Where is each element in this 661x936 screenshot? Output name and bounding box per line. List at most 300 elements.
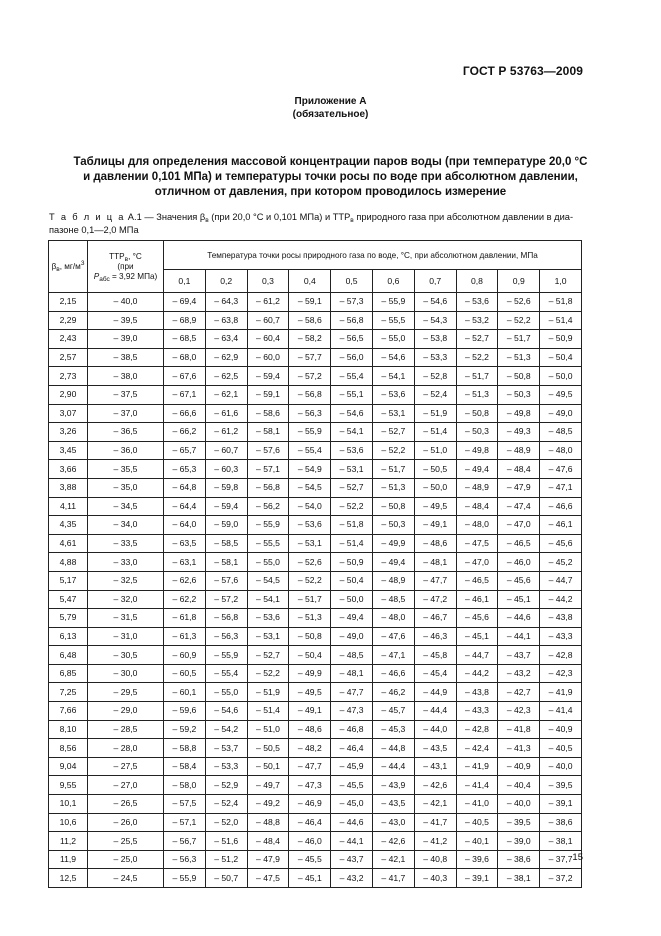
dew-point-cell: – 45,6 [456,609,498,628]
dew-point-cell: – 46,1 [456,590,498,609]
dew-point-cell: – 54,6 [331,404,373,423]
dew-point-cell: – 52,4 [414,385,456,404]
table-row [49,609,582,628]
beta-cell: 2,43 [49,330,88,349]
dew-point-cell: – 51,0 [247,720,289,739]
dew-point-cell: – 60,7 [205,441,247,460]
dew-point-cell: – 52,4 [205,795,247,814]
pressure-value: = 3,92 МПа) [109,271,158,281]
dew-point-cell: – 55,9 [247,516,289,535]
beta-cell: 9,04 [49,757,88,776]
ttr-cell: – 33,0 [88,553,164,572]
table-row [49,702,582,721]
dew-point-cell: – 62,2 [164,590,206,609]
beta-cell: 2,15 [49,293,88,312]
dew-point-cell: – 46,6 [540,497,582,516]
dew-point-cell: – 54,1 [372,367,414,386]
dew-point-cell: – 49,9 [289,664,331,683]
dew-point-cell: – 49,3 [498,423,540,442]
dew-point-cell: – 64,4 [164,497,206,516]
dew-point-cell: – 49,2 [247,795,289,814]
dew-point-cell: – 60,0 [247,348,289,367]
dew-point-cell: – 42,4 [456,739,498,758]
dew-point-cell: – 56,3 [164,850,206,869]
pressure-header-cell: 0,5 [331,270,373,293]
dew-point-cell: – 51,4 [540,311,582,330]
dew-point-cell: – 43,8 [456,683,498,702]
dew-point-cell: – 52,2 [331,497,373,516]
dew-point-cell: – 56,2 [247,497,289,516]
beta-cell: 6,85 [49,664,88,683]
dew-point-cell: – 44,1 [498,627,540,646]
pressure-header-cell: 0,2 [205,270,247,293]
dew-point-cell: – 51,4 [247,702,289,721]
beta-cell: 11,9 [49,850,88,869]
dew-point-cell: – 48,1 [414,553,456,572]
dew-point-cell: – 42,7 [498,683,540,702]
table-row [49,367,582,386]
dew-point-cell: – 51,3 [498,348,540,367]
dew-point-cell: – 56,0 [331,348,373,367]
dew-point-cell: – 44,0 [414,720,456,739]
dew-point-cell: – 48,6 [414,534,456,553]
beta-symbol: β [199,212,206,222]
dew-point-cell: – 42,6 [414,776,456,795]
dew-point-cell: – 54,1 [331,423,373,442]
dew-point-cell: – 39,1 [456,869,498,888]
dew-point-cell: – 53,7 [205,739,247,758]
dew-point-cell: – 49,4 [456,460,498,479]
dew-point-cell: – 51,7 [372,460,414,479]
dew-point-cell: – 40,0 [540,757,582,776]
dew-point-cell: – 46,4 [331,739,373,758]
beta-unit: , мг/м [59,262,81,271]
ttr-subscript: в [124,255,129,263]
dew-point-cell: – 52,9 [205,776,247,795]
beta-cell: 8,56 [49,739,88,758]
table-row [49,720,582,739]
dew-point-cell: – 63,4 [205,330,247,349]
ttr-cell: – 25,0 [88,850,164,869]
dew-point-cell: – 43,8 [540,609,582,628]
dew-point-cell: – 49,5 [289,683,331,702]
dew-point-cell: – 38,1 [540,832,582,851]
dew-point-cell: – 50,8 [498,367,540,386]
table-row [49,516,582,535]
beta-cell: 4,11 [49,497,88,516]
dew-point-cell: – 48,5 [331,646,373,665]
table-row [49,832,582,851]
dew-point-cell: – 47,0 [498,516,540,535]
pressure-header-cell: 0,3 [247,270,289,293]
dew-point-cell: – 55,0 [372,330,414,349]
dew-point-cell: – 43,1 [414,757,456,776]
dew-point-cell: – 45,3 [372,720,414,739]
dew-point-cell: – 44,7 [456,646,498,665]
dew-point-cell: – 45,0 [331,795,373,814]
dew-point-cell: – 45,6 [498,571,540,590]
dew-point-cell: – 60,5 [164,664,206,683]
dew-point-cell: – 40,9 [540,720,582,739]
beta-subscript: в [205,217,209,224]
table-row [49,869,582,888]
dew-point-cell: – 48,4 [456,497,498,516]
dew-point-cell: – 63,8 [205,311,247,330]
ttr-cell: – 27,0 [88,776,164,795]
dew-point-cell: – 43,9 [372,776,414,795]
ttr-cell: – 25,5 [88,832,164,851]
dew-point-cell: – 40,5 [456,813,498,832]
dew-point-cell: – 50,8 [456,404,498,423]
dew-point-cell: – 46,9 [289,795,331,814]
dew-point-cell: – 52,2 [372,441,414,460]
dew-point-cell: – 54,3 [414,311,456,330]
pressure-header-cell: 1,0 [540,270,582,293]
dew-point-cell: – 60,7 [247,311,289,330]
ttr-cell: – 31,5 [88,609,164,628]
dew-point-cell: – 69,4 [164,293,206,312]
beta-cell: 4,88 [49,553,88,572]
ttr-cell: – 36,0 [88,441,164,460]
appendix-heading [0,95,661,121]
dew-point-cell: – 54,1 [247,590,289,609]
dew-point-cell: – 50,3 [456,423,498,442]
dew-point-cell: – 53,2 [456,311,498,330]
dew-point-cell: – 57,2 [289,367,331,386]
dew-point-cell: – 58,1 [247,423,289,442]
beta-cell: 3,88 [49,478,88,497]
table-body [49,293,582,888]
dew-point-cell: – 41,7 [372,869,414,888]
table-row [49,664,582,683]
dew-point-cell: – 66,6 [164,404,206,423]
dew-point-cell: – 47,9 [247,850,289,869]
dew-point-cell: – 47,2 [414,590,456,609]
dew-point-cell: – 39,5 [498,813,540,832]
dew-point-cell: – 56,3 [289,404,331,423]
beta-cell: 2,57 [49,348,88,367]
dew-point-cell: – 44,6 [498,609,540,628]
dew-point-cell: – 55,0 [247,553,289,572]
dew-point-cell: – 48,5 [540,423,582,442]
dew-point-cell: – 51,7 [498,330,540,349]
ttr-header-line: (при [117,261,134,271]
dew-point-table [48,240,582,888]
beta-symbol: β [51,262,57,271]
dew-point-cell: – 51,9 [414,404,456,423]
dew-point-cell: – 38,6 [498,850,540,869]
dew-point-cell: – 60,9 [164,646,206,665]
dew-point-cell: – 39,5 [540,776,582,795]
dew-point-cell: – 40,5 [540,739,582,758]
table-header [49,241,582,293]
ttr-label: ТТР [109,251,125,261]
dew-point-cell: – 46,7 [414,609,456,628]
dew-point-cell: – 60,4 [247,330,289,349]
dew-point-cell: – 61,6 [205,404,247,423]
dew-point-cell: – 46,5 [498,534,540,553]
dew-point-cell: – 44,8 [372,739,414,758]
dew-point-cell: – 41,2 [414,832,456,851]
dew-point-cell: – 43,5 [414,739,456,758]
dew-point-cell: – 51,3 [372,478,414,497]
caption-text: (при 20,0 °С и 0,101 МПа) и ТТР [208,212,351,222]
dew-point-cell: – 41,7 [414,813,456,832]
dew-point-cell: – 63,5 [164,534,206,553]
dew-point-cell: – 57,6 [205,571,247,590]
ttr-cell: – 24,5 [88,869,164,888]
ttr-header-line [88,252,163,262]
dew-point-cell: – 54,2 [205,720,247,739]
ttr-cell: – 34,0 [88,516,164,535]
dew-point-cell: – 51,7 [289,590,331,609]
dew-point-cell: – 48,2 [289,739,331,758]
beta-cell: 2,73 [49,367,88,386]
dew-point-cell: – 60,3 [205,460,247,479]
table-label: Т а б л и ц а [49,212,126,222]
ttr-cell: – 29,5 [88,683,164,702]
dew-point-cell: – 56,8 [205,609,247,628]
beta-cell: 3,26 [49,423,88,442]
dew-point-cell: – 57,7 [289,348,331,367]
beta-cell: 3,66 [49,460,88,479]
dew-point-cell: – 40,8 [414,850,456,869]
table-row [49,497,582,516]
dew-point-cell: – 55,9 [289,423,331,442]
table-row [49,441,582,460]
pressure-header-cell: 0,9 [498,270,540,293]
table-row [49,776,582,795]
dew-point-cell: – 45,1 [498,590,540,609]
dew-point-cell: – 59,6 [164,702,206,721]
dew-point-cell: – 62,1 [205,385,247,404]
table-row [49,683,582,702]
dew-point-cell: – 43,2 [498,664,540,683]
dew-point-cell: – 48,5 [372,590,414,609]
section-title-line: отличном от давления, при котором проводилось измерение [154,186,507,198]
dew-point-cell: – 51,4 [331,534,373,553]
dew-point-cell: – 57,1 [164,813,206,832]
dew-point-cell: – 46,8 [331,720,373,739]
dew-point-cell: – 52,6 [498,293,540,312]
dew-point-cell: – 45,6 [540,534,582,553]
dew-point-cell: – 57,3 [331,293,373,312]
dew-point-cell: – 47,3 [289,776,331,795]
dew-point-cell: – 43,2 [331,869,373,888]
dew-point-cell: – 56,7 [164,832,206,851]
beta-cell: 5,17 [49,571,88,590]
dew-point-cell: – 45,1 [289,869,331,888]
ttr-cell: – 29,0 [88,702,164,721]
dew-point-cell: – 55,5 [372,311,414,330]
ttr-cell: – 37,0 [88,404,164,423]
dew-point-cell: – 54,6 [205,702,247,721]
dew-point-cell: – 52,8 [414,367,456,386]
dew-point-cell: – 50,8 [372,497,414,516]
dew-point-cell: – 63,1 [164,553,206,572]
dew-point-cell: – 55,9 [205,646,247,665]
dew-point-cell: – 58,2 [289,330,331,349]
dew-point-cell: – 59,2 [164,720,206,739]
dew-point-cell: – 58,0 [164,776,206,795]
beta-cell: 6,48 [49,646,88,665]
dew-point-cell: – 55,5 [247,534,289,553]
dew-point-cell: – 52,2 [456,348,498,367]
beta-cell: 2,90 [49,385,88,404]
dew-point-cell: – 56,8 [247,478,289,497]
dew-point-cell: – 62,5 [205,367,247,386]
dew-point-cell: – 44,2 [540,590,582,609]
dew-point-cell: – 45,7 [372,702,414,721]
column-header-beta [49,241,88,293]
dew-point-cell: – 54,6 [414,293,456,312]
dew-point-cell: – 47,5 [247,869,289,888]
dew-point-cell: – 51,7 [456,367,498,386]
dew-point-cell: – 55,4 [289,441,331,460]
dew-point-cell: – 62,9 [205,348,247,367]
dew-point-cell: – 49,7 [247,776,289,795]
dew-point-cell: – 64,3 [205,293,247,312]
beta-cell: 3,07 [49,404,88,423]
dew-point-cell: – 40,9 [498,757,540,776]
dew-point-cell: – 40,0 [498,795,540,814]
dew-point-cell: – 45,4 [414,664,456,683]
dew-point-cell: – 43,7 [331,850,373,869]
table-row [49,850,582,869]
dew-point-cell: – 47,7 [414,571,456,590]
dew-point-cell: – 50,5 [247,739,289,758]
ttr-cell: – 26,0 [88,813,164,832]
table-caption-line-2: пазоне 0,1—2,0 МПа [49,225,139,235]
dew-point-cell: – 45,5 [331,776,373,795]
table-row [49,293,582,312]
beta-cell: 4,35 [49,516,88,535]
dew-point-cell: – 49,1 [289,702,331,721]
dew-point-cell: – 65,7 [164,441,206,460]
dew-point-cell: – 53,6 [289,516,331,535]
dew-point-cell: – 42,8 [456,720,498,739]
dew-point-cell: – 55,0 [205,683,247,702]
dew-point-cell: – 40,3 [414,869,456,888]
column-header-ttr [88,241,164,293]
dew-point-cell: – 68,0 [164,348,206,367]
ttr-cell: – 27,5 [88,757,164,776]
table-row [49,627,582,646]
column-group-header: Температура точки росы природного газа по воде, °С, при абсолютном давлении, МПа [164,241,582,270]
section-title [60,155,601,200]
dew-point-cell: – 42,6 [372,832,414,851]
dew-point-cell: – 46,2 [372,683,414,702]
dew-point-cell: – 52,7 [456,330,498,349]
dew-point-cell: – 49,8 [456,441,498,460]
dew-point-cell: – 58,5 [205,534,247,553]
dew-point-cell: – 50,0 [331,590,373,609]
document-code: ГОСТ Р 53763—2009 [462,64,583,78]
ttr-cell: – 40,0 [88,293,164,312]
dew-point-cell: – 56,8 [289,385,331,404]
dew-point-cell: – 42,8 [540,646,582,665]
beta-cell: 3,45 [49,441,88,460]
dew-point-cell: – 58,6 [289,311,331,330]
dew-point-cell: – 67,6 [164,367,206,386]
dew-point-cell: – 45,8 [414,646,456,665]
dew-point-cell: – 50,4 [540,348,582,367]
beta-cell: 4,61 [49,534,88,553]
dew-point-cell: – 51,3 [456,385,498,404]
dew-point-cell: – 48,4 [247,832,289,851]
dew-point-cell: – 48,6 [289,720,331,739]
ttr-cell: – 32,0 [88,590,164,609]
caption-text: природного газа при абсолютном давлении в диа- [353,212,574,222]
table-row [49,590,582,609]
dew-point-cell: – 61,2 [205,423,247,442]
ttr-cell: – 37,5 [88,385,164,404]
dew-point-cell: – 50,7 [205,869,247,888]
dew-point-cell: – 61,2 [247,293,289,312]
dew-point-cell: – 44,9 [414,683,456,702]
dew-point-cell: – 47,9 [498,478,540,497]
table-row [49,385,582,404]
dew-point-cell: – 48,1 [331,664,373,683]
table-row [49,404,582,423]
dew-point-cell: – 38,1 [498,869,540,888]
dew-point-cell: – 43,0 [372,813,414,832]
dew-point-cell: – 48,9 [456,478,498,497]
dew-point-cell: – 48,4 [498,460,540,479]
dew-point-cell: – 64,8 [164,478,206,497]
dew-point-cell: – 43,3 [540,627,582,646]
dew-point-cell: – 51,6 [205,832,247,851]
table-row [49,757,582,776]
dew-point-cell: – 55,4 [205,664,247,683]
pressure-symbol: P [93,271,100,281]
section-title-line: Таблицы для определения массовой концентрации паров воды (при температуре 20,0 °С [73,156,588,168]
table-row [49,739,582,758]
dew-point-cell: – 41,4 [540,702,582,721]
dew-point-cell: – 52,0 [205,813,247,832]
dew-point-cell: – 58,1 [205,553,247,572]
dew-point-cell: – 59,4 [247,367,289,386]
dew-point-cell: – 55,1 [331,385,373,404]
pressure-header-cell: 0,1 [164,270,206,293]
dew-point-cell: – 46,0 [498,553,540,572]
ttr-cell: – 35,0 [88,478,164,497]
dew-point-cell: – 53,1 [289,534,331,553]
dew-point-cell: – 45,5 [289,850,331,869]
dew-point-cell: – 47,5 [456,534,498,553]
dew-point-cell: – 51,4 [414,423,456,442]
dew-point-cell: – 40,4 [498,776,540,795]
dew-point-cell: – 65,3 [164,460,206,479]
beta-cell: 10,1 [49,795,88,814]
table-number: А.1 [127,212,142,222]
dew-point-cell: – 52,7 [372,423,414,442]
dew-point-cell: – 42,3 [540,664,582,683]
dew-point-cell: – 52,2 [498,311,540,330]
dew-point-cell: – 53,6 [372,385,414,404]
dew-point-cell: – 48,0 [372,609,414,628]
dew-point-cell: – 50,4 [331,571,373,590]
dew-point-cell: – 41,3 [498,739,540,758]
dew-point-cell: – 48,0 [540,441,582,460]
dew-point-cell: – 51,3 [289,609,331,628]
dew-point-cell: – 50,4 [289,646,331,665]
beta-cell: 7,25 [49,683,88,702]
dew-point-cell: – 62,6 [164,571,206,590]
dew-point-cell: – 49,9 [372,534,414,553]
beta-cell: 2,29 [49,311,88,330]
dew-point-cell: – 52,7 [331,478,373,497]
